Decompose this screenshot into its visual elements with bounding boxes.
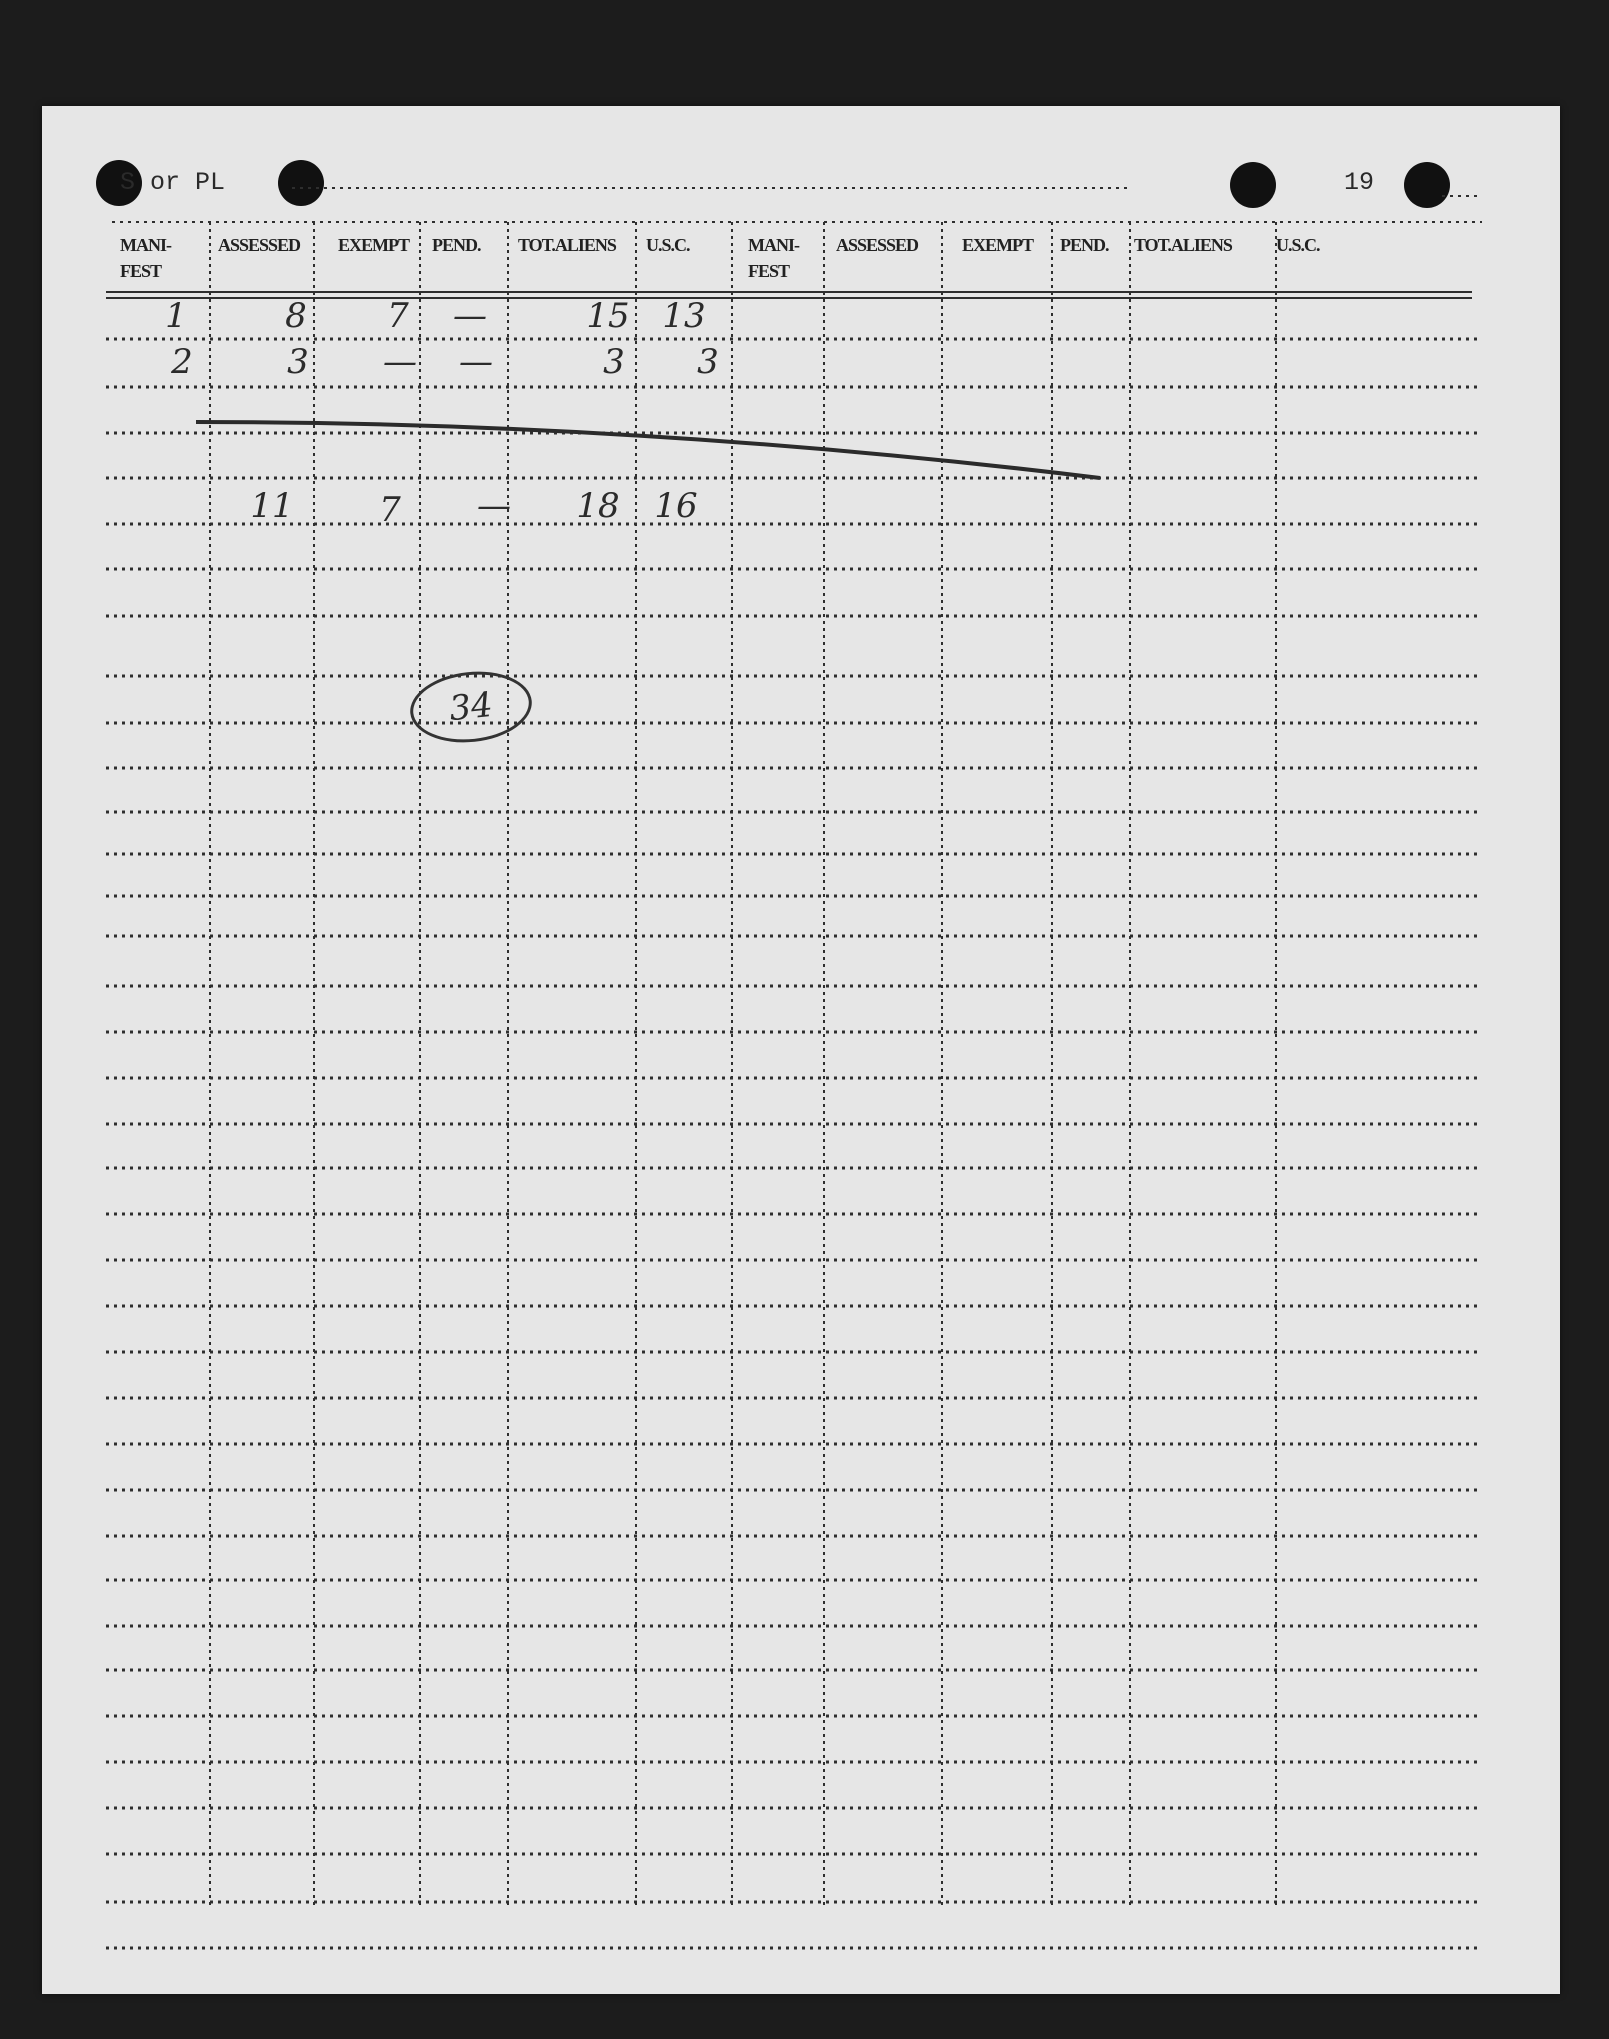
ledger-sheet [42, 106, 1560, 1994]
row1-assessed: 8 [285, 296, 307, 336]
header-pend-left: PEND. [432, 235, 481, 255]
total-tot-aliens: 18 [576, 486, 620, 526]
row1-tot-aliens: 15 [586, 296, 630, 336]
header-manifest-right: MANI- FEST [748, 235, 799, 281]
ruled-grid [42, 106, 1560, 1994]
header-usc-left: U.S.C. [646, 235, 690, 255]
total-exempt: 7 [379, 490, 401, 530]
total-pend: — [477, 486, 511, 526]
year-prefix: 19 [1344, 168, 1375, 197]
row2-exempt: — [383, 342, 417, 382]
vessel-prefix: S or PL [120, 168, 226, 197]
header-assessed-left: ASSESSED [218, 235, 301, 255]
row1-usc: 13 [662, 296, 706, 336]
row1-manifest: 1 [165, 296, 187, 336]
handwritten-sum-line [196, 422, 1100, 478]
header-exempt-left: EXEMPT [338, 235, 410, 255]
circled-total-value: 34 [447, 684, 495, 730]
header-pend-right: PEND. [1060, 235, 1109, 255]
row1-exempt: 7 [387, 296, 409, 336]
row2-manifest: 2 [171, 342, 193, 382]
header-manifest-left: MANI- FEST [120, 235, 171, 281]
row2-usc: 3 [697, 342, 719, 382]
row2-assessed: 3 [287, 342, 309, 382]
row2-tot-aliens: 3 [603, 342, 625, 382]
header-usc-right: U.S.C. [1276, 235, 1320, 255]
row1-pend: — [453, 296, 487, 336]
header-exempt-right: EXEMPT [962, 235, 1034, 255]
total-usc: 16 [654, 486, 698, 526]
total-assessed: 11 [250, 486, 294, 526]
header-tot-aliens-right: TOT.ALIENS [1134, 235, 1232, 255]
header-assessed-right: ASSESSED [836, 235, 919, 255]
header-tot-aliens-left: TOT.ALIENS [518, 235, 616, 255]
row2-pend: — [459, 342, 493, 382]
